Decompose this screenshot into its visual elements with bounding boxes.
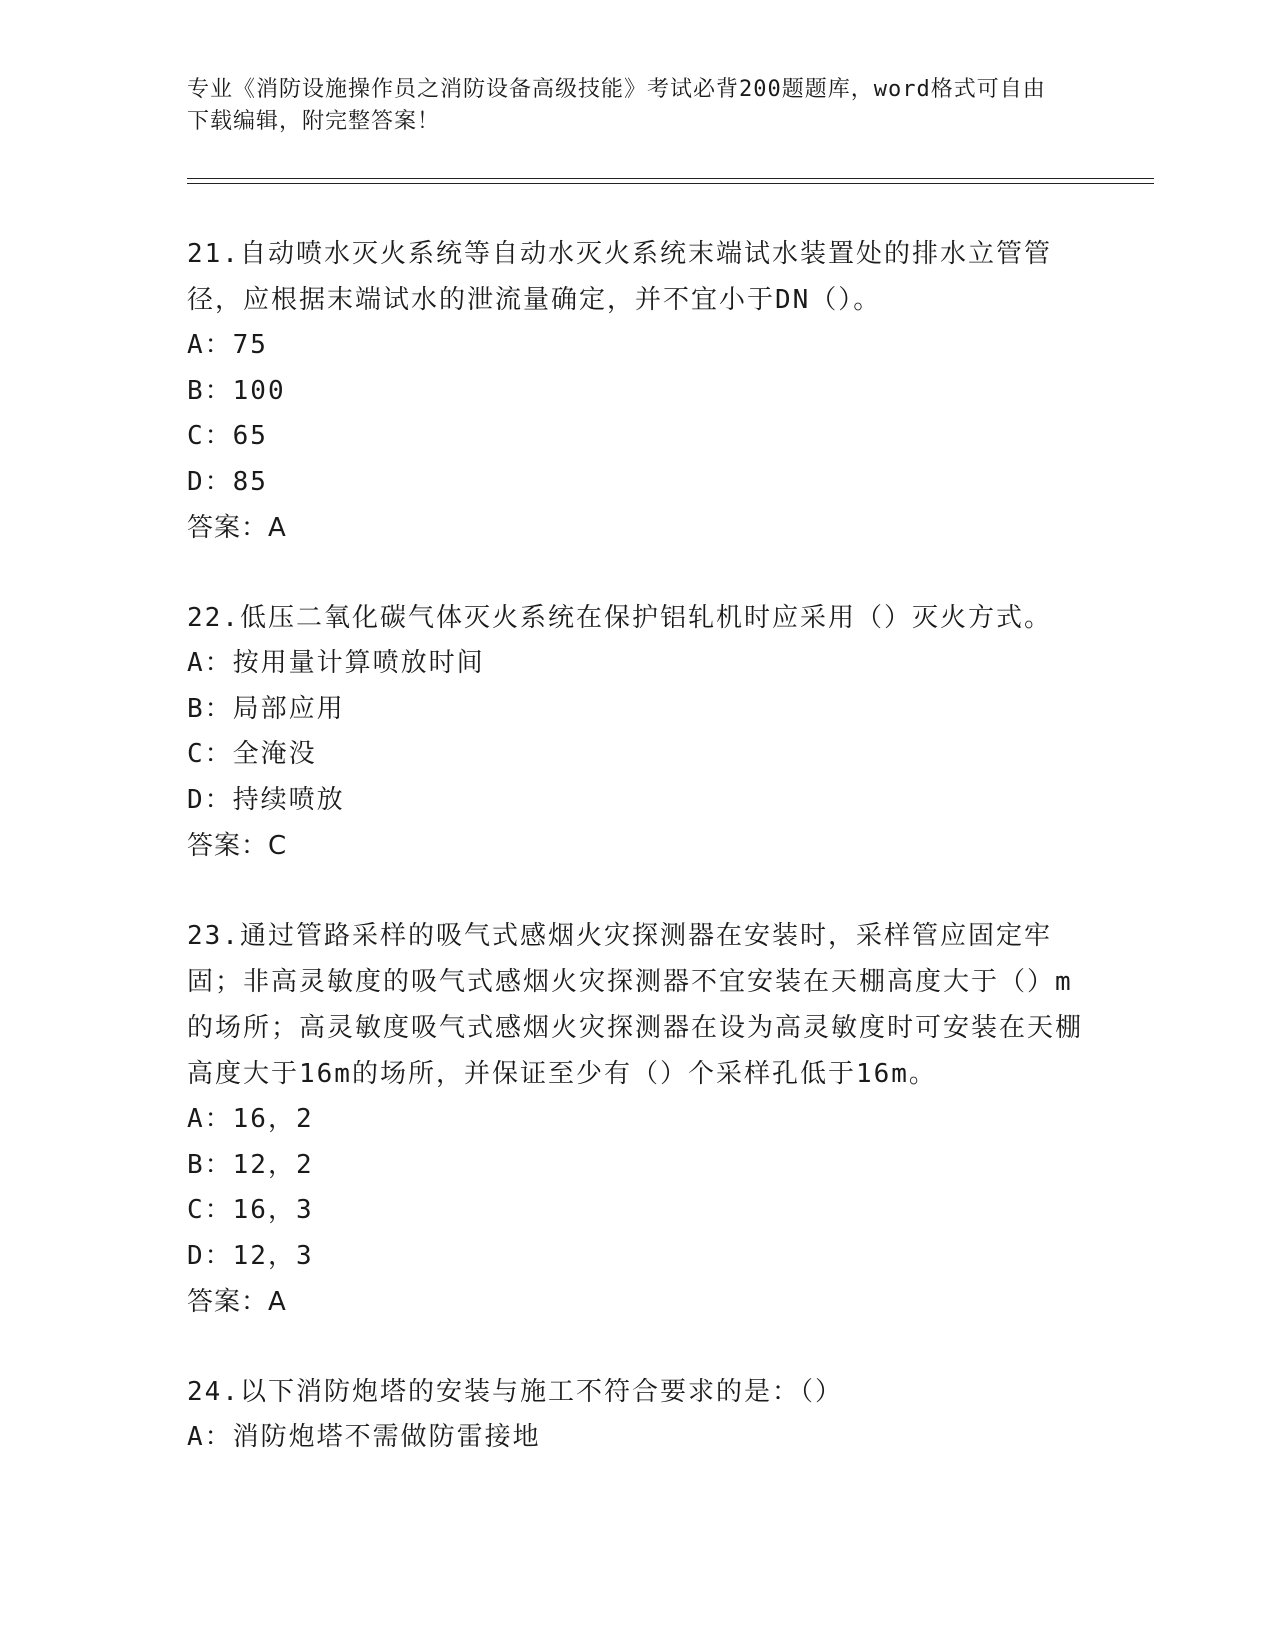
option-c: C：全淹没 — [187, 739, 317, 769]
option-d: D：12，3 — [187, 1240, 314, 1271]
option-b: B：100 — [187, 375, 286, 406]
option-a: A：75 — [187, 330, 268, 360]
header-divider-top — [187, 178, 1154, 179]
document-header: 专业《消防设施操作员之消防设备高级技能》考试必背200题题库，word格式可自由下载编辑，附完整答案！ — [187, 77, 1046, 134]
question-23 — [187, 913, 1087, 1325]
option-c: C：65 — [187, 421, 268, 451]
option-a: A：16，2 — [187, 1104, 314, 1134]
answer-line: 答案：A — [187, 1287, 287, 1317]
question-21 — [187, 231, 1087, 551]
option-a: A：按用量计算喷放时间 — [187, 648, 485, 678]
option-d: D：85 — [187, 466, 268, 497]
question-24 — [187, 1369, 1087, 1461]
question-stem: 22.低压二氧化碳气体灭火系统在保护铝轧机时应采用（）灭火方式。 — [187, 603, 1052, 633]
header-divider-bottom — [187, 183, 1154, 184]
option-d: D：持续喷放 — [187, 784, 345, 815]
option-b: B：12，2 — [187, 1149, 314, 1180]
question-list — [187, 231, 1087, 1505]
question-stem: 21.自动喷水灭火系统等自动水灭火系统末端试水装置处的排水立管管径，应根据末端试水的泄流量确定，并不宜小于DN（）。 — [187, 239, 1052, 315]
question-22 — [187, 595, 1087, 869]
option-a: A：消防炮塔不需做防雷接地 — [187, 1422, 541, 1452]
question-stem: 24.以下消防炮塔的安装与施工不符合要求的是：（） — [187, 1377, 843, 1407]
question-stem: 23.通过管路采样的吸气式感烟火灾探测器在安装时，采样管应固定牢固；非高灵敏度的吸气式感烟火灾探测器不宜安装在天棚高度大于（）m的场所；高灵敏度吸气式感烟火灾探测器在设为高灵敏度时可安装在天棚高度大于16m的场所，并保证至少有（）个采样孔低于16m。 — [187, 921, 1084, 1089]
option-c: C：16，3 — [187, 1195, 314, 1225]
answer-line: 答案：C — [187, 831, 288, 861]
option-b: B：局部应用 — [187, 693, 345, 724]
answer-line: 答案：A — [187, 513, 287, 543]
